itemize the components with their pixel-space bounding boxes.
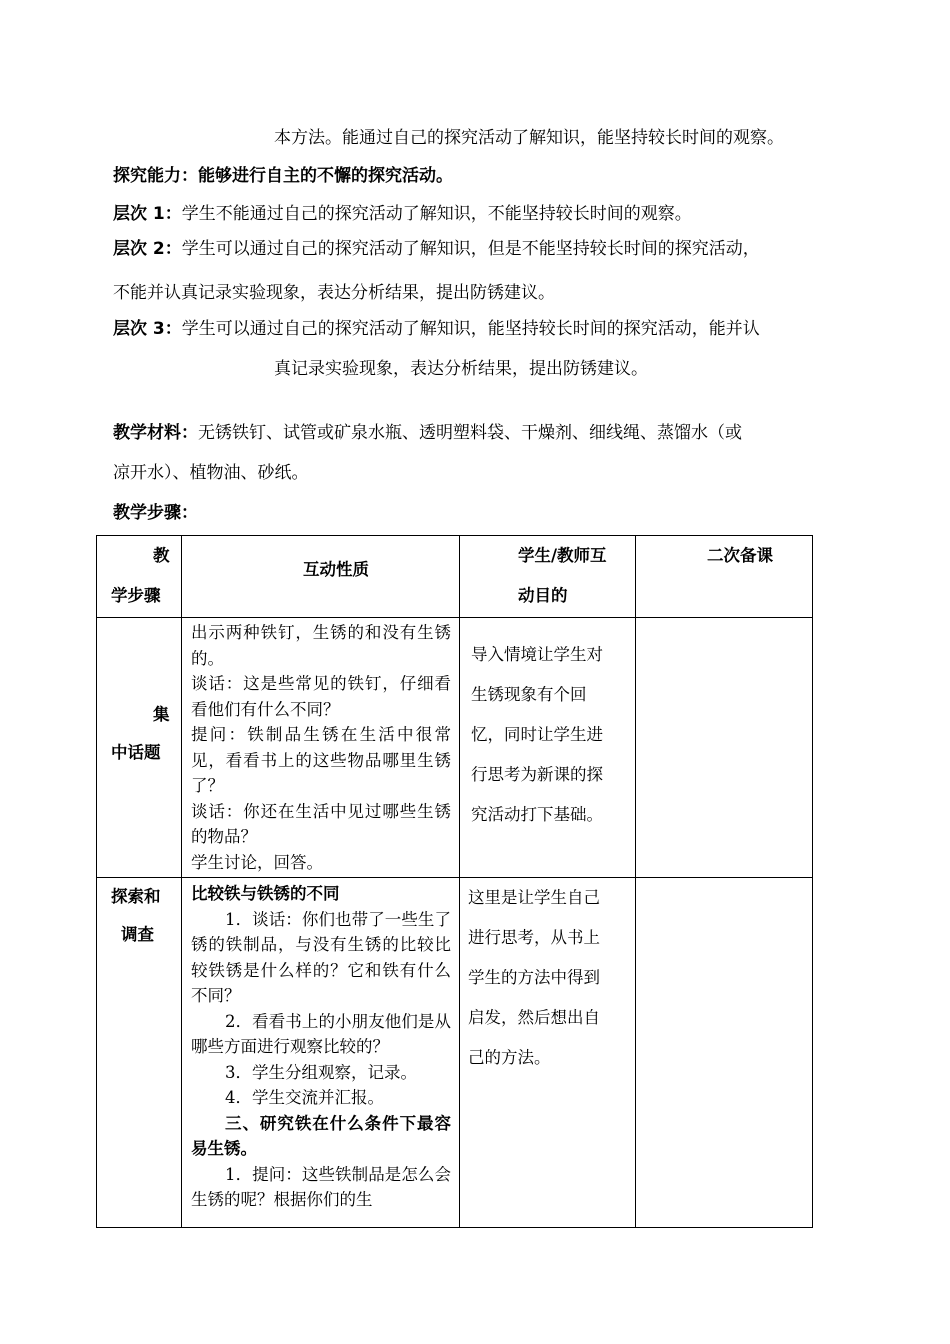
materials [113,422,742,444]
table-row [97,878,813,1228]
row1-purpose [460,618,636,878]
row2-heading-2: 三、研究铁在什么条件下最容易生锈。 [191,1113,451,1158]
row2-purpose [460,878,636,1228]
table-header-row [97,536,813,618]
row2-purpose-line: 启发，然后想出自 [468,1008,600,1027]
row2-label-b: 调查 [121,925,154,944]
level-3-text: 学生可以通过自己的探究活动了解知识，能坚持较长时间的探究活动，能并认 [181,319,760,339]
row2-heading: 比较铁与铁锈的不同 [191,884,340,903]
header-step [97,536,182,618]
intro-line-1: 本方法。能通过自己的探究活动了解知识，能坚持较长时间的观察。 [274,128,784,148]
header-purpose-b: 动目的 [518,586,568,605]
row2-para: 1．提问：这些铁制品是怎么会生锈的呢？根据你们的生 [191,1164,451,1209]
header-interaction [182,536,460,618]
header-step-a: 教 [153,546,170,565]
header-purpose-a: 学生/教师互 [518,546,607,565]
row2-content [182,878,460,1228]
level-1 [113,203,692,225]
table-row [97,618,813,878]
level-3-cont: 真记录实验现象，表达分析结果，提出防锈建议。 [274,359,648,379]
row2-para: 1．谈话：你们也带了一些生了锈的铁制品，与没有生锈的比较比较铁锈是什么样的？它和铁有什么不同？ [191,909,451,1005]
level-3-label: 层次 3： [113,319,182,339]
row2-purpose-line: 这里是让学生自己 [468,888,600,907]
steps-heading: 教学步骤： [113,503,198,523]
row2-para: 2．看看书上的小朋友他们是从哪些方面进行观察比较的？ [191,1011,451,1056]
header-notes-label: 二次备课 [707,546,773,565]
teaching-steps-table [96,535,813,1228]
row1-para: 学生讨论，回答。 [191,852,323,872]
row1-content [182,618,460,878]
row-label-explore [97,878,182,1228]
header-interaction-label: 互动性质 [303,560,369,579]
level-1-text: 学生不能通过自己的探究活动了解知识，不能坚持较长时间的观察。 [181,204,692,224]
materials-label: 教学材料： [113,423,198,443]
level-1-label: 层次 1： [113,204,182,224]
row-label-focus [97,618,182,878]
row1-purpose-line: 导入情境让学生对 [471,645,603,664]
level-2 [113,238,760,260]
level-2-label: 层次 2： [113,239,182,259]
row1-purpose-line: 生锈现象有个回 [471,685,587,704]
header-step-b: 学步骤 [111,586,161,605]
materials-text: 无锈铁钉、试管或矿泉水瓶、透明塑料袋、干燥剂、细线绳、蒸馏水（或 [198,423,742,443]
row1-para: 谈话：这是些常见的铁钉，仔细看看他们有什么不同？ [191,674,451,719]
row2-notes [636,878,813,1228]
row1-para: 出示两种铁钉，生锈的和没有生锈的。 [191,623,451,668]
materials-cont: 凉开水）、植物油、砂纸。 [113,463,309,483]
row2-purpose-line: 进行思考，从书上 [468,928,600,947]
header-purpose [460,536,636,618]
row1-label-a: 集 [153,705,170,724]
row2-purpose-line: 己的方法。 [468,1048,551,1067]
level-2-text: 学生可以通过自己的探究活动了解知识，但是不能坚持较长时间的探究活动， [181,239,760,259]
row1-purpose-line: 行思考为新课的探 [471,765,603,784]
row2-para: 3．学生分组观察，记录。 [225,1062,417,1082]
row2-label-a: 探索和 [111,887,161,906]
level-3 [113,318,760,340]
row1-label-b: 中话题 [111,743,161,762]
ability-heading: 探究能力：能够进行自主的不懈的探究活动。 [113,166,453,186]
header-notes [636,536,813,618]
row2-purpose-line: 学生的方法中得到 [468,968,600,987]
row1-para: 谈话：你还在生活中见过哪些生锈的物品？ [191,801,451,846]
row1-notes [636,618,813,878]
row1-purpose-line: 忆，同时让学生进 [471,725,603,744]
row2-para: 4．学生交流并汇报。 [225,1088,384,1107]
row1-para: 提问：铁制品生锈在生活中很常见，看看书上的这些物品哪里生锈了？ [191,725,451,795]
row1-purpose-line: 究活动打下基础。 [471,805,603,824]
level-2-cont: 不能并认真记录实验现象，表达分析结果，提出防锈建议。 [113,283,555,303]
